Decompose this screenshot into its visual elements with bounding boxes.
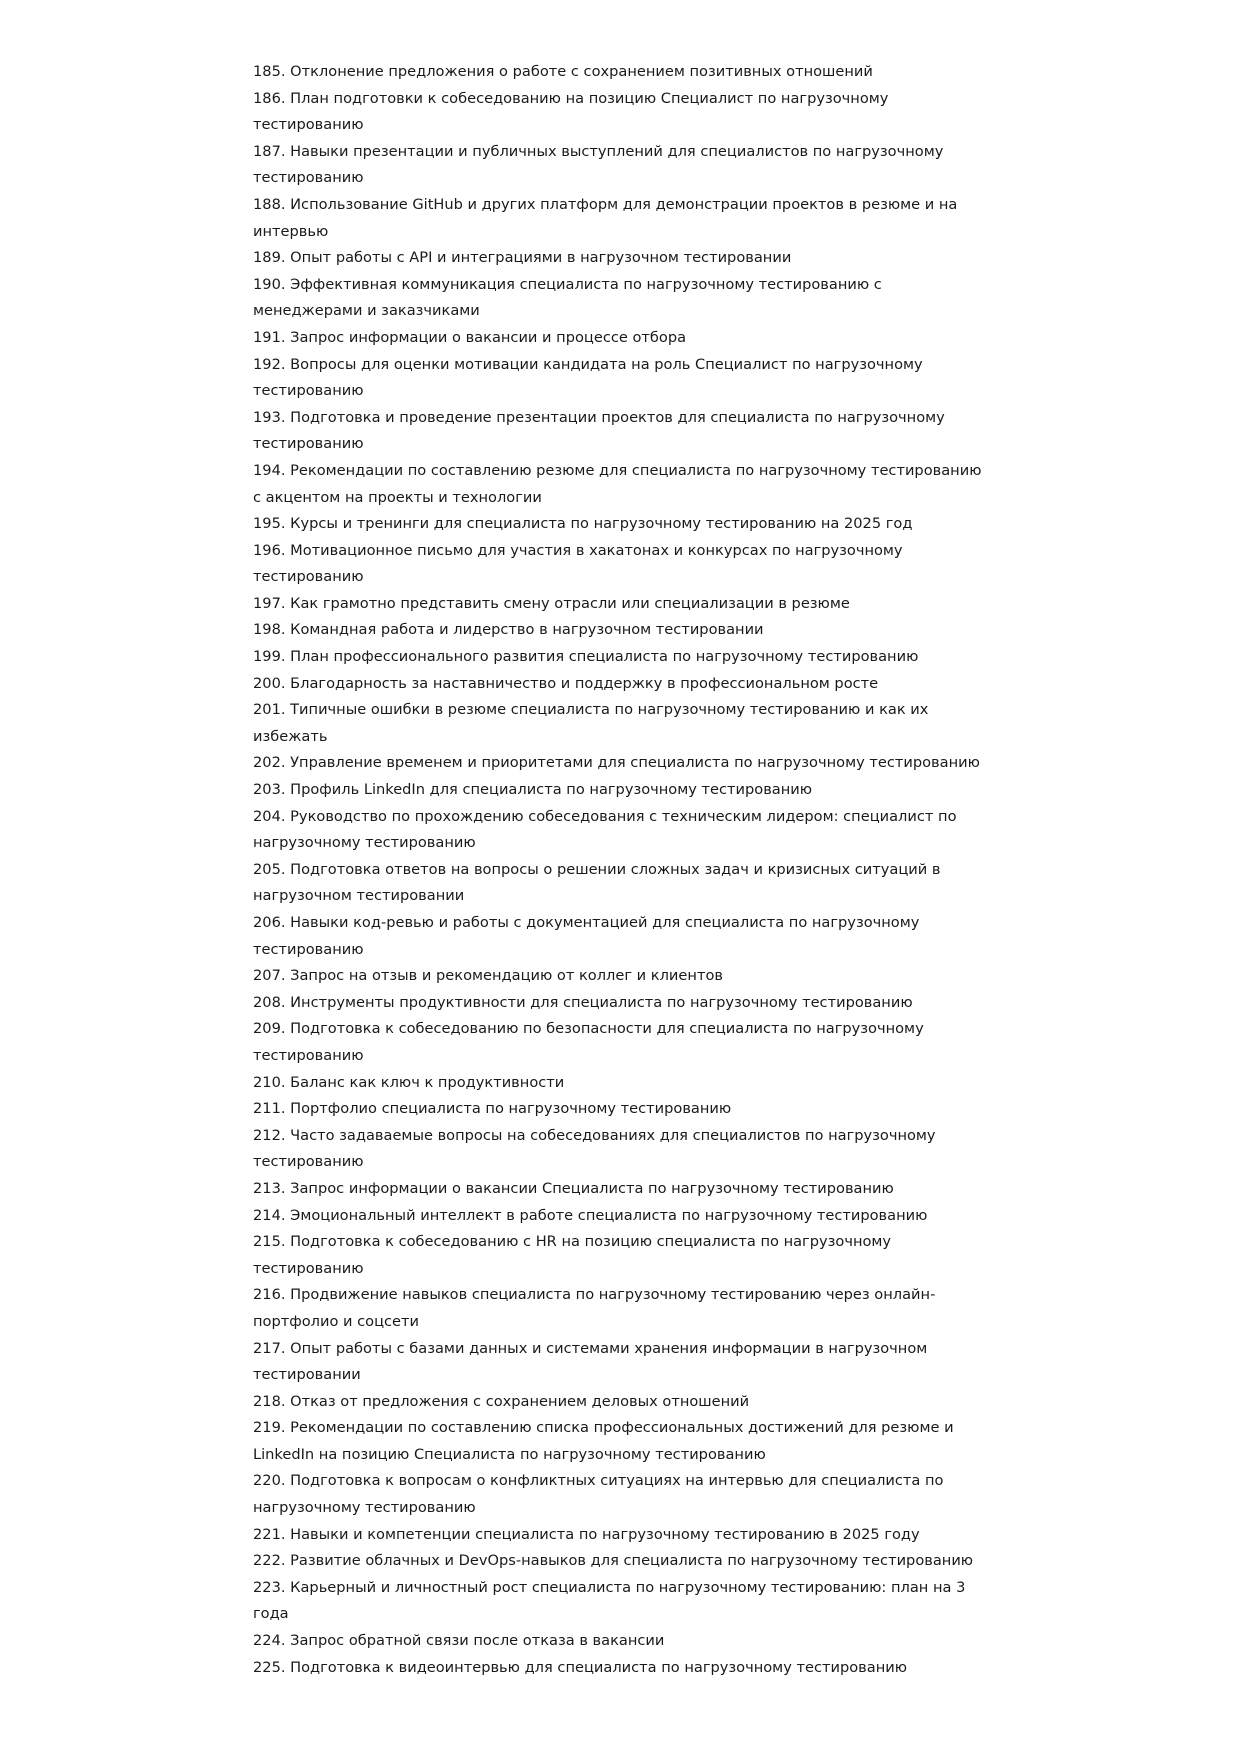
list-item: 214. Эмоциональный интеллект в работе специалиста по нагрузочному тестированию — [253, 1206, 928, 1224]
list-item: 212. Часто задаваемые вопросы на собеседованиях для специалистов по нагрузочному тестированию — [253, 1126, 936, 1171]
list-item: 186. План подготовки к собеседованию на позицию Специалист по нагрузочному тестированию — [253, 89, 889, 134]
list-item: 222. Развитие облачных и DevOps-навыков для специалиста по нагрузочному тестированию — [253, 1552, 974, 1570]
list-item: 192. Вопросы для оценки мотивации кандидата на роль Специалист по нагрузочному тестированию — [253, 355, 923, 400]
list-item: 191. Запрос информации о вакансии и процессе отбора — [253, 328, 687, 346]
document-page — [253, 59, 993, 1681]
list-item: 209. Подготовка к собеседованию по безопасности для специалиста по нагрузочному тестированию — [253, 1020, 924, 1064]
list-item: 196. Мотивационное письмо для участия в хакатонах и конкурсах по нагрузочному тестированию — [253, 541, 903, 586]
list-item: 198. Командная работа и лидерство в нагрузочном тестировании — [253, 621, 764, 639]
list-item: 211. Портфолио специалиста по нагрузочному тестированию — [253, 1100, 732, 1118]
list-item: 213. Запрос информации о вакансии Специалиста по нагрузочному тестированию — [253, 1179, 894, 1197]
list-item: 189. Опыт работы с API и интеграциями в нагрузочном тестировании — [253, 249, 792, 267]
list-item: 225. Подготовка к видеоинтервью для специалиста по нагрузочному тестированию — [253, 1658, 908, 1676]
list-item: 197. Как грамотно представить смену отрасли или специализации в резюме — [253, 594, 850, 612]
list-item: 201. Типичные ошибки в резюме специалиста по нагрузочному тестированию и как их избежать — [253, 701, 929, 745]
list-item: 190. Эффективная коммуникация специалиста по нагрузочному тестированию с менеджерами и заказчиками — [253, 275, 882, 320]
list-item: 202. Управление временем и приоритетами для специалиста по нагрузочному тестированию — [253, 754, 980, 772]
list-item: 194. Рекомендации по составлению резюме для специалиста по нагрузочному тестированию с акцентом на проекты и технологии — [253, 461, 982, 506]
list-item: 218. Отказ от предложения с сохранением деловых отношений — [253, 1392, 750, 1410]
list-item: 188. Использование GitHub и других платформ для демонстрации проектов в резюме и на интервью — [253, 195, 958, 240]
list-item: 216. Продвижение навыков специалиста по нагрузочному тестированию через онлайн-портфолио и соцсети — [253, 1286, 936, 1330]
list-item: 205. Подготовка ответов на вопросы о решении сложных задач и кризисных ситуаций в нагрузочном тестировании — [253, 860, 941, 905]
list-item: 208. Инструменты продуктивности для специалиста по нагрузочному тестированию — [253, 993, 913, 1011]
list-item: 220. Подготовка к вопросам о конфликтных ситуациях на интервью для специалиста по нагрузочному тестированию — [253, 1472, 944, 1517]
list-item: 215. Подготовка к собеседованию с HR на позицию специалиста по нагрузочному тестированию — [253, 1233, 892, 1277]
list-item: 187. Навыки презентации и публичных выступлений для специалистов по нагрузочному тестированию — [253, 142, 944, 187]
list-item: 217. Опыт работы с базами данных и системами хранения информации в нагрузочном тестировании — [253, 1339, 928, 1384]
list-item: 223. Карьерный и личностный рост специалиста по нагрузочному тестированию: план на 3 года — [253, 1578, 966, 1623]
list-item: 207. Запрос на отзыв и рекомендацию от коллег и клиентов — [253, 967, 723, 985]
list-item: 224. Запрос обратной связи после отказа в вакансии — [253, 1632, 665, 1650]
list-item: 204. Руководство по прохождению собеседования с техническим лидером: специалист по нагрузочному тестированию — [253, 807, 957, 852]
list-item: 199. План профессионального развития специалиста по нагрузочному тестированию — [253, 648, 919, 666]
list-item: 203. Профиль LinkedIn для специалиста по нагрузочному тестированию — [253, 781, 813, 799]
list-item: 185. Отклонение предложения о работе с сохранением позитивных отношений — [253, 63, 873, 80]
list-item: 200. Благодарность за наставничество и поддержку в профессиональном росте — [253, 674, 879, 692]
list-item: 206. Навыки код-ревью и работы с документацией для специалиста по нагрузочному тестированию — [253, 914, 920, 958]
list-item: 219. Рекомендации по составлению списка профессиональных достижений для резюме и LinkedIn на позицию Специалиста по нагрузочному тестированию — [253, 1419, 954, 1463]
list-item: 221. Навыки и компетенции специалиста по нагрузочному тестированию в 2025 году — [253, 1525, 920, 1543]
list-item: 193. Подготовка и проведение презентации проектов для специалиста по нагрузочному тестированию — [253, 408, 945, 453]
list-item: 195. Курсы и тренинги для специалиста по нагрузочному тестированию на 2025 год — [253, 515, 913, 533]
list-item: 210. Баланс как ключ к продуктивности — [253, 1073, 565, 1091]
